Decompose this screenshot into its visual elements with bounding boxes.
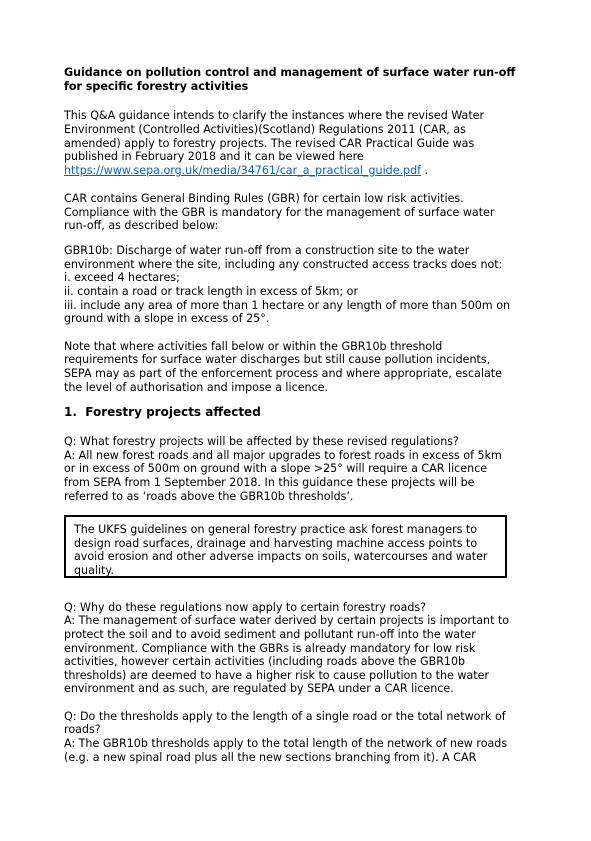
intro-line-4: published in February 2018 and it can be viewed here xyxy=(64,150,364,163)
gbr10b-line-3: i. exceed 4 hectares; xyxy=(64,271,180,284)
gbr-intro-line-3: run-off, as described below: xyxy=(64,219,219,232)
callout-line-4: quality. xyxy=(74,564,114,577)
qa1-line-4: from SEPA from 1 September 2018. In this guidance these projects will be xyxy=(64,476,475,489)
document-title-line-1: Guidance on pollution control and management of surface water run-off xyxy=(64,66,516,79)
car-practical-guide-link[interactable]: https://www.sepa.org.uk/media/34761/car_a_practical_guide.pdf xyxy=(64,164,422,177)
intro-link-line xyxy=(64,164,428,178)
qa2-line-7: environment and as such, are regulated by SEPA under a CAR licence. xyxy=(64,682,454,695)
note-line-1: Note that where activities fall below or within the GBR10b threshold xyxy=(64,340,443,353)
qa1-line-3: or in excess of 500m on ground with a slope >25° will require a CAR licence xyxy=(64,462,488,475)
qa3-line-3: A: The GBR10b thresholds apply to the total length of the network of new roads xyxy=(64,737,508,750)
ukfs-callout-box xyxy=(64,515,507,578)
qa2-line-4: environment. Compliance with the GBRs is already mandatory for low risk xyxy=(64,642,476,655)
intro-link-suffix: . xyxy=(421,164,429,177)
qa1-line-5: referred to as ‘roads above the GBR10b thresholds’. xyxy=(64,490,354,503)
callout-line-1: The UKFS guidelines on general forestry practice ask forest managers to xyxy=(74,523,478,536)
gbr-intro-line-2: Compliance with the GBR is mandatory for the management of surface water xyxy=(64,206,495,219)
gbr10b-line-1: GBR10b: Discharge of water run-off from a construction site to the water xyxy=(64,244,470,257)
gbr10b-line-6: ground with a slope in excess of 25°. xyxy=(64,312,270,325)
qa2-line-6: thresholds) are deemed to have a higher risk to cause pollution to the water xyxy=(64,669,489,682)
gbr10b-line-5: iii. include any area of more than 1 hectare or any length of more than 500m on xyxy=(64,299,511,312)
qa2-line-3: protect the soil and to avoid sediment and pollutant run-off into the water xyxy=(64,628,476,641)
qa1-line-2: A: All new forest roads and all major upgrades to forest roads in excess of 5km xyxy=(64,449,502,462)
section-heading: 1. Forestry projects affected xyxy=(64,405,261,419)
callout-line-3: avoid erosion and other adverse impacts on soils, watercourses and water xyxy=(74,550,488,563)
intro-line-2: Environment (Controlled Activities)(Scotland) Regulations 2011 (CAR, as xyxy=(64,123,466,136)
qa3-line-4: (e.g. a new spinal road plus all the new sections branching from it). A CAR xyxy=(64,751,477,764)
note-line-2: requirements for surface water discharges but still cause pollution incidents, xyxy=(64,353,491,366)
qa2-line-5: activities, however certain activities (including roads above the GBR10b xyxy=(64,655,466,668)
qa2-line-2: A: The management of surface water derived by certain projects is important to xyxy=(64,614,510,627)
gbr-intro-line-1: CAR contains General Binding Rules (GBR) for certain low risk activities. xyxy=(64,192,464,205)
gbr10b-line-4: ii. contain a road or track length in excess of 5km; or xyxy=(64,285,359,298)
gbr10b-line-2: environment where the site, including any constructed access tracks does not: xyxy=(64,258,503,271)
intro-line-3: amended) apply to forestry projects. The revised CAR Practical Guide was xyxy=(64,137,475,150)
note-line-4: the level of authorisation and impose a licence. xyxy=(64,381,328,394)
intro-line-1: This Q&A guidance intends to clarify the instances where the revised Water xyxy=(64,109,485,122)
callout-line-2: design road surfaces, drainage and harvesting machine access points to xyxy=(74,537,478,550)
qa1-line-1: Q: What forestry projects will be affected by these revised regulations? xyxy=(64,435,459,448)
note-line-3: SEPA may as part of the enforcement process and where appropriate, escalate xyxy=(64,367,502,380)
qa3-line-1: Q: Do the thresholds apply to the length of a single road or the total network of xyxy=(64,710,506,723)
qa3-line-2: roads? xyxy=(64,723,101,736)
document-title-line-2: for specific forestry activities xyxy=(64,80,249,93)
qa2-line-1: Q: Why do these regulations now apply to certain forestry roads? xyxy=(64,601,427,614)
